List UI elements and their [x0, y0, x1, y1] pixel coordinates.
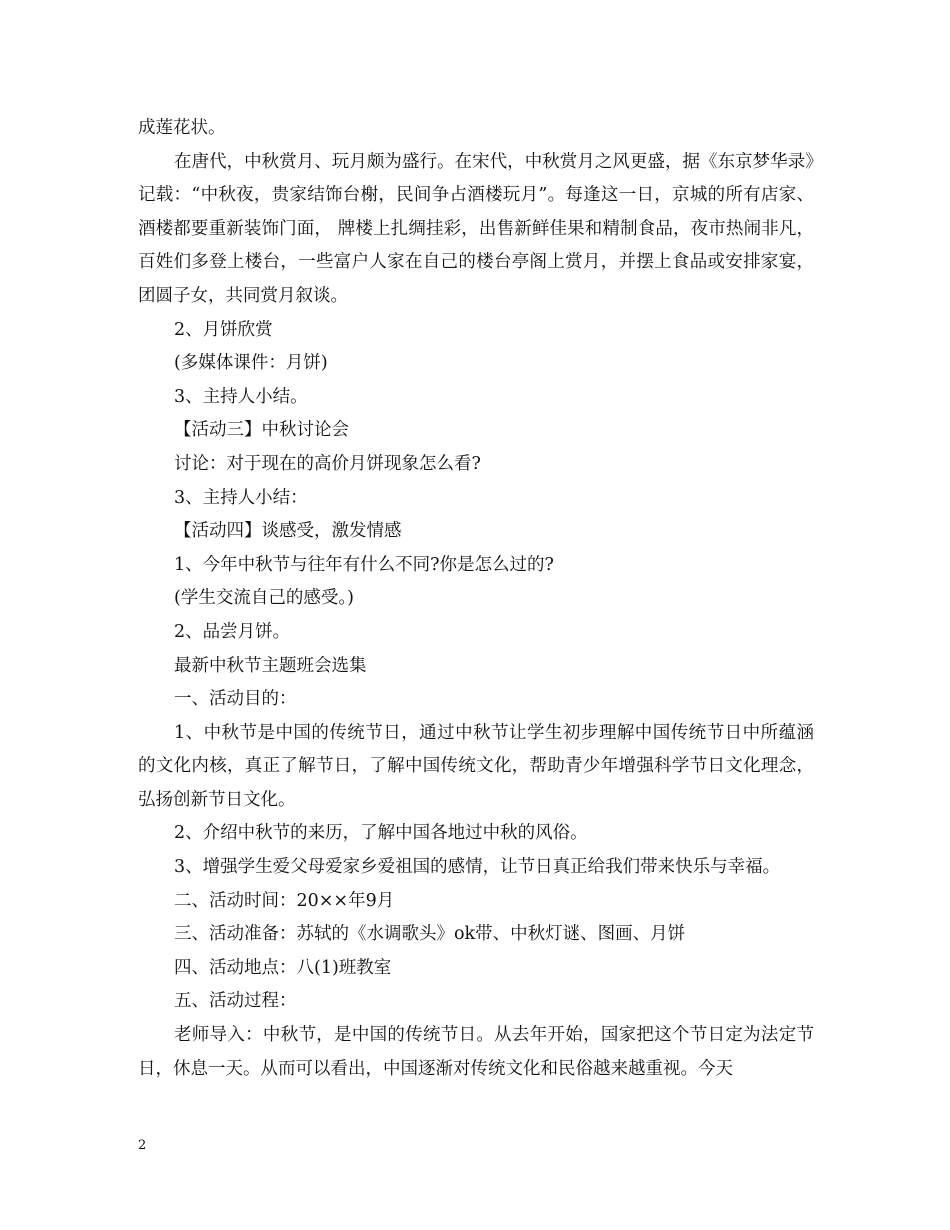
paragraph-16: 2、介绍中秋节的来历，了解中国各地过中秋的风俗。 [174, 823, 588, 844]
paragraph-1: 成莲花状。 [138, 118, 226, 138]
document-body [138, 112, 814, 1086]
paragraph-14: 一、活动目的： [174, 689, 297, 710]
paragraph-20: 四、活动地点：八(1)班教室 [174, 957, 392, 978]
paragraph-13: 最新中秋节主题班会选集 [174, 655, 367, 676]
paragraph-11: (学生交流自己的感受。) [174, 588, 354, 609]
paragraph-10: 1、今年中秋节与往年有什么不同?你是怎么过的? [174, 554, 554, 575]
paragraph-21: 五、活动过程： [174, 991, 297, 1012]
paragraph-9: 【活动四】谈感受，激发情感 [174, 521, 402, 542]
paragraph-6: 【活动三】中秋讨论会 [174, 420, 349, 441]
paragraph-15: 1、中秋节是中国的传统节日，通过中秋节让学生初步理解中国传统节日中所蕴涵的文化内核，真正了解节日，了解中国传统文化，帮助青少年增强科学节日文化理念，弘扬创新节日文化。 [138, 722, 814, 810]
paragraph-19: 三、活动准备：苏轼的《水调歌头》ok带、中秋灯谜、图画、月饼 [174, 924, 686, 945]
paragraph-22: 老师导入：中秋节，是中国的传统节日。从去年开始，国家把这个节日定为法定节日，休息一天。从而可以看出，中国逐渐对传统文化和民俗越来越重视。今天 [138, 1025, 814, 1079]
paragraph-5: 3、主持人小结。 [174, 386, 308, 407]
paragraph-7: 讨论：对于现在的高价月饼现象怎么看? [174, 453, 481, 474]
paragraph-3: 2、月饼欣赏 [174, 319, 273, 340]
page-number: 2 [138, 1138, 147, 1153]
paragraph-4: (多媒体课件：月饼) [174, 353, 328, 374]
paragraph-12: 2、品尝月饼。 [174, 621, 291, 642]
paragraph-2: 在唐代，中秋赏月、玩月颇为盛行。在宋代，中秋赏月之风更盛，据《东京梦华录》记载：“中秋夜，贵家结饰台榭，民间争占酒楼玩月”。每逢这一日，京城的所有店家、酒楼都要重新装饰门面， 牌楼上扎绸挂彩，出售新鲜佳果和精制食品，夜市热闹非凡，百姓们多登上楼台，一些富户人家在自己的楼台亭阁上赏月，并摆上食品或安排家宴，团圆子女，共同赏月叙谈。 [138, 151, 814, 306]
paragraph-18: 二、活动时间：20××年9月 [174, 890, 395, 911]
paragraph-8: 3、主持人小结： [174, 487, 308, 508]
paragraph-17: 3、增强学生爱父母爱家乡爱祖国的感情，让节日真正给我们带来快乐与幸福。 [174, 857, 781, 878]
